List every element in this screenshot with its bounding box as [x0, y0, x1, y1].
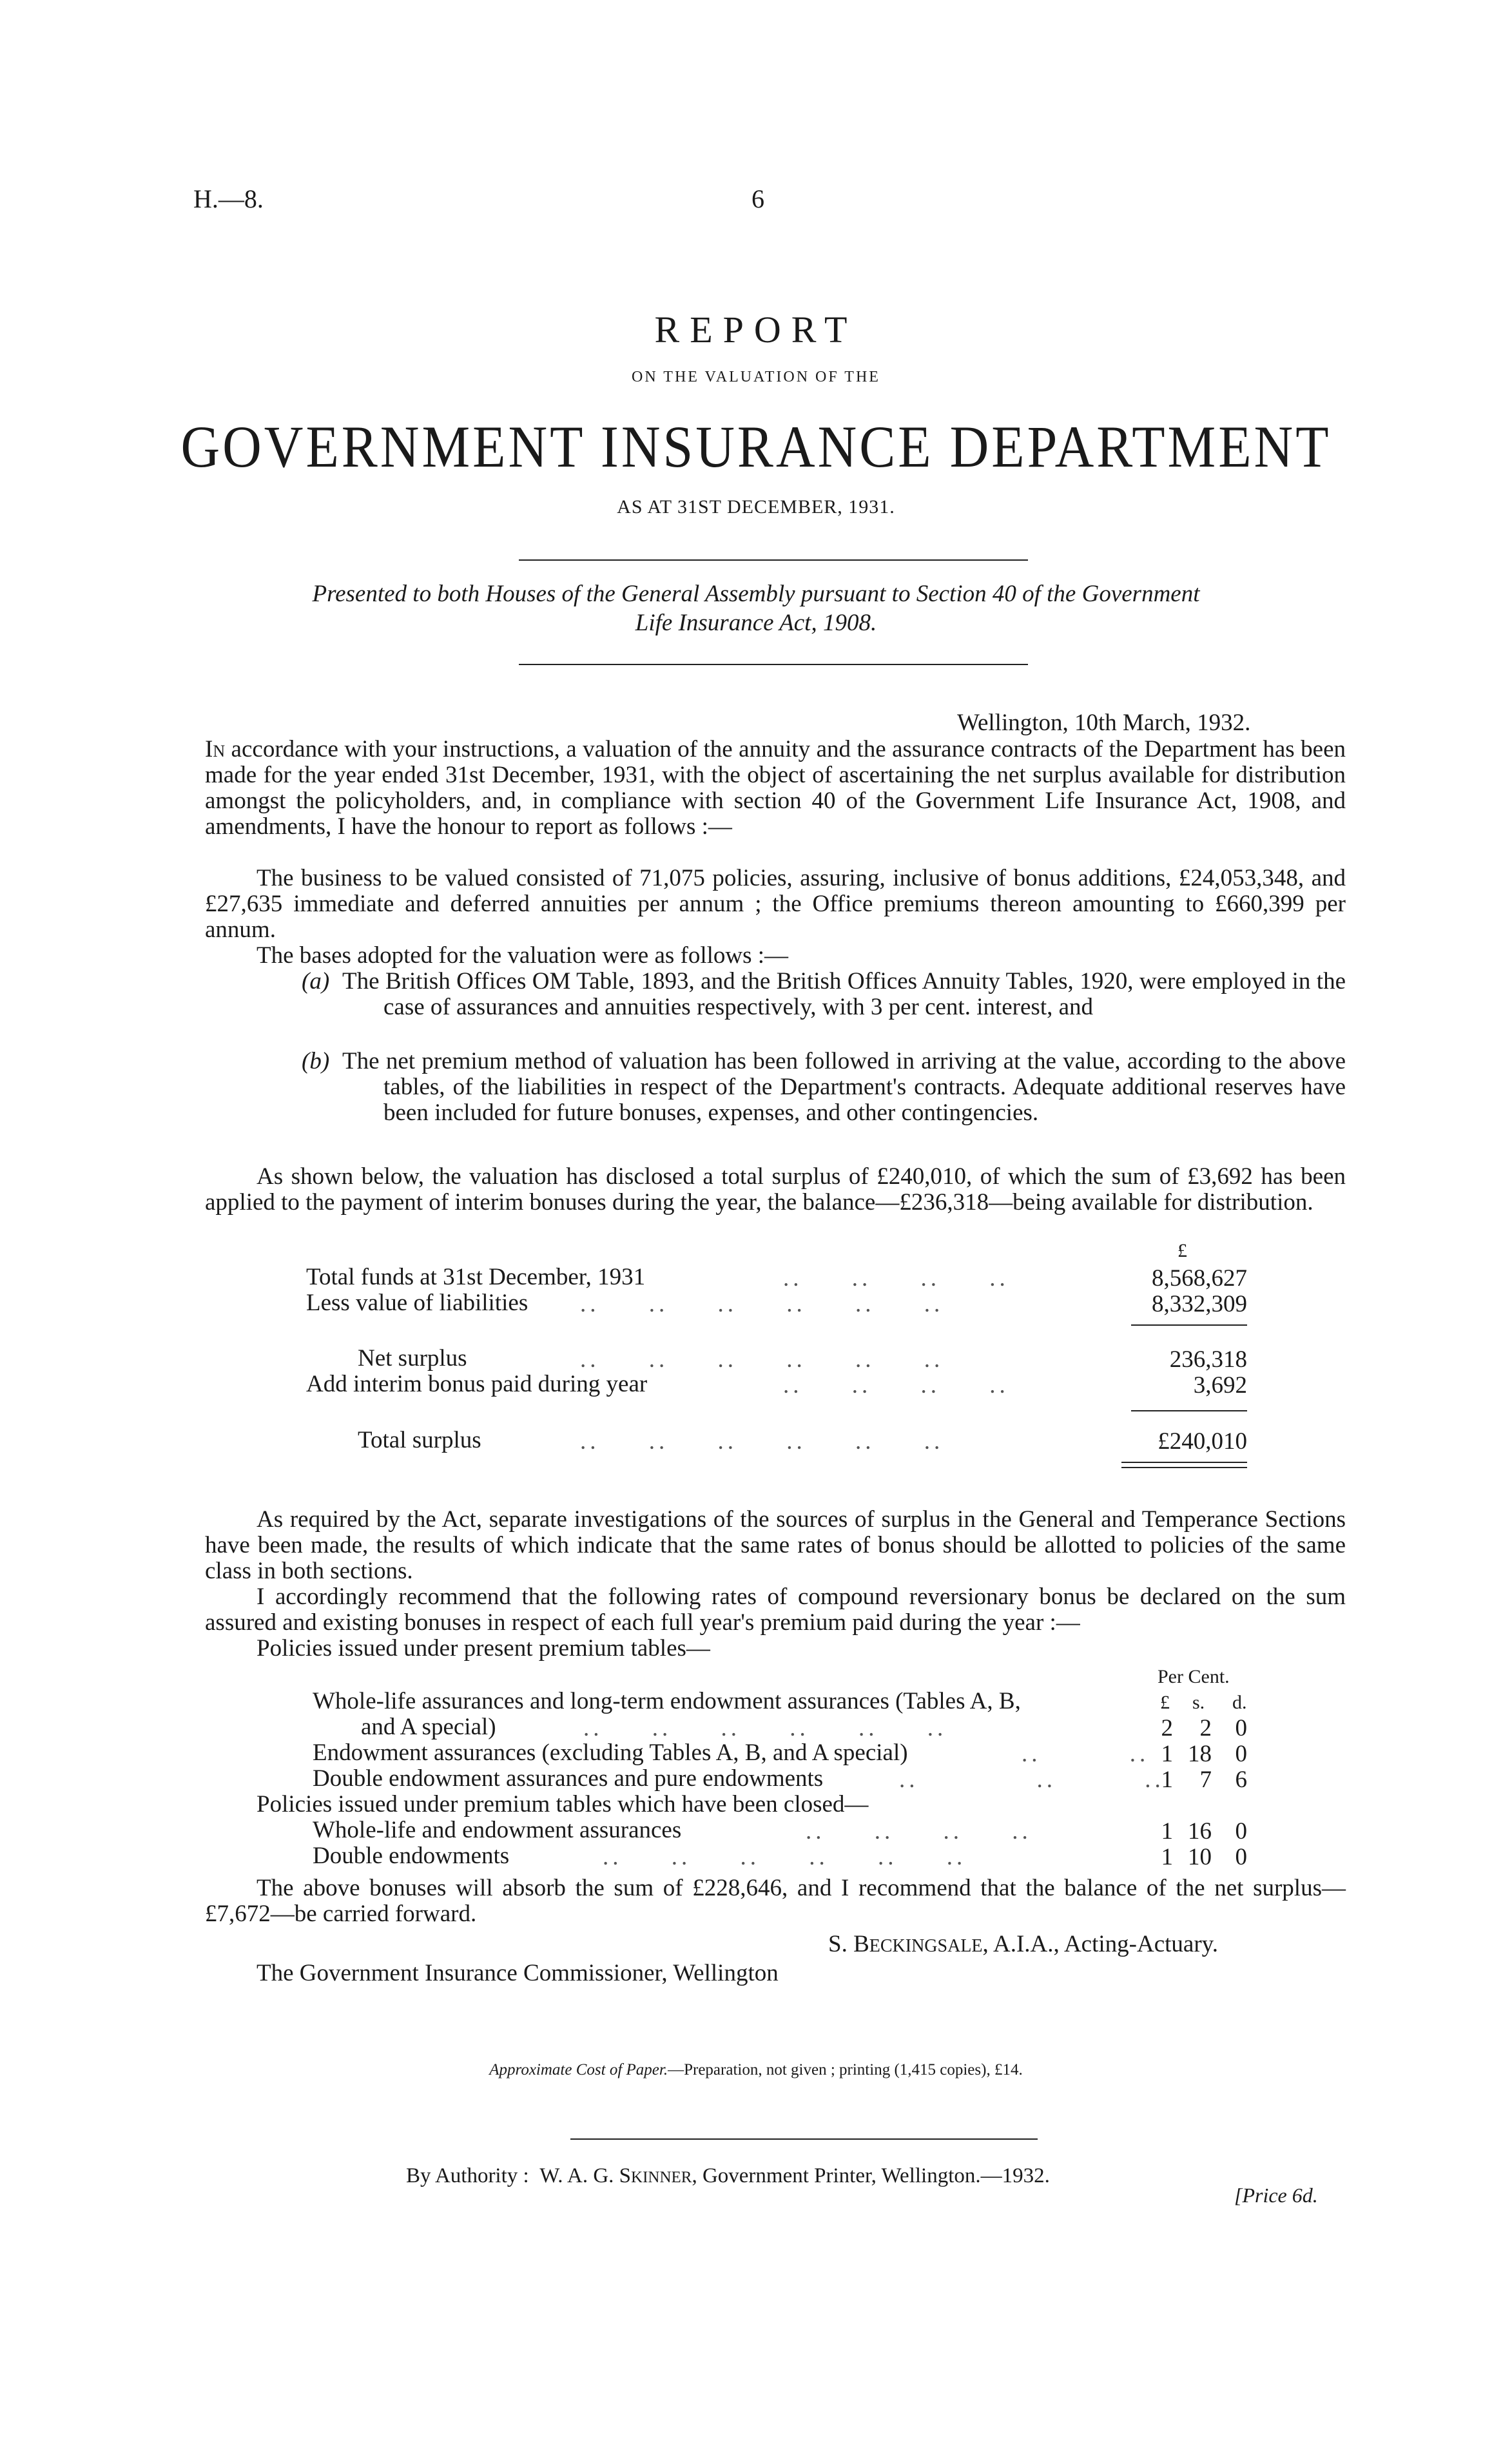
leader-dots: .. .. .. .. .. .. — [603, 1844, 967, 1870]
place-date: Wellington, 10th March, 1932. — [957, 710, 1251, 736]
paragraph-5: As required by the Act, separate investigations of the sources of surplus in the General and Temperance Sections have been made, the results of which indicate that the same rates of bonus should be allotted to policies of the same class in both sections. — [205, 1506, 1346, 1584]
paper-cost-text: —Preparation, not given ; printing (1,415 copies), £14. — [668, 2061, 1023, 2079]
bonus-row-label: Double endowment assurances and pure endowments — [313, 1765, 824, 1792]
bonus-pence: 0 — [1235, 1715, 1247, 1741]
table-row — [358, 1346, 467, 1371]
printer-initials: W. A. G. S — [539, 2164, 632, 2187]
item-b-text: The net premium method of valuation has been followed in arriving at the value, according to the above tables, of the liabilities in respect of the Department's contracts. Adequate additional reserves have been included for future bonuses, expenses, and other contingencies. — [342, 1048, 1346, 1126]
row-value: 8,332,309 — [1152, 1291, 1247, 1317]
price: [Price 6d. — [1234, 2184, 1318, 2207]
leader-dots: .. .. .. — [899, 1767, 1165, 1793]
row-label: Add interim bonus paid during year — [306, 1371, 648, 1397]
printer-surname: KINNER — [631, 2169, 692, 2186]
currency-header: £ — [1178, 1240, 1187, 1261]
unit-shillings: s. — [1192, 1692, 1205, 1713]
presented-line-1: Presented to both Houses of the General Assembly pursuant to Section 40 of the Government — [312, 581, 1200, 607]
divider-2 — [519, 664, 1028, 665]
paragraph-6: I accordingly recommend that the following rates of compound reversionary bonus be declared on the sum assured and existing bonuses in respect of each full year's premium paid during the year :— — [205, 1584, 1346, 1636]
department-title: GOVERNMENT INSURANCE DEPARTMENT — [180, 414, 1332, 480]
bonus-pounds: 1 — [1161, 1767, 1173, 1793]
bonus-pence: 0 — [1235, 1818, 1247, 1845]
bonus-pence: 0 — [1235, 1741, 1247, 1767]
closed-tables-heading: Policies issued under premium tables which have been closed— — [257, 1791, 869, 1817]
footer-rule — [570, 2138, 1038, 2140]
as-at-date: AS AT 31ST DECEMBER, 1931. — [617, 496, 895, 518]
printer-tail: , Government Printer, Wellington.—1932. — [692, 2164, 1050, 2187]
signature-credentials: , A.I.A., Acting-Actuary. — [982, 1931, 1218, 1957]
paragraph-3: The bases adopted for the valuation were as follows :— — [257, 942, 789, 969]
per-cent-header: Per Cent. — [1158, 1666, 1230, 1687]
report-title: REPORT — [654, 309, 858, 351]
leader-dots: .. .. .. .. — [783, 1265, 1009, 1292]
paragraph-1-lead: In — [205, 736, 226, 762]
table-row — [306, 1290, 528, 1316]
item-a-text: The British Offices OM Table, 1893, and the British Offices Annuity Tables, 1920, were employed in the case of assurances and annuities respectively, with 3 per cent. interest, and — [342, 968, 1346, 1020]
leader-dots: .. .. .. .. .. .. — [580, 1346, 944, 1373]
leader-dots: .. .. — [1022, 1741, 1150, 1767]
item-b-label: (b) — [302, 1048, 330, 1074]
bonus-shillings: 18 — [1188, 1741, 1212, 1767]
bonus-shillings: 16 — [1188, 1818, 1212, 1845]
bonus-shillings: 2 — [1199, 1715, 1212, 1741]
total-double-rule-1 — [1121, 1462, 1247, 1463]
authority-line — [406, 2164, 1050, 2188]
bonus-pounds: 1 — [1161, 1741, 1173, 1767]
signature — [828, 1930, 1218, 1958]
bonus-pounds: 2 — [1161, 1715, 1173, 1741]
bonus-pounds: 1 — [1161, 1844, 1173, 1870]
table-row — [358, 1428, 481, 1453]
addressee: The Government Insurance Commissioner, Wellington — [257, 1960, 779, 1986]
row-label: Total surplus — [358, 1427, 481, 1453]
subtotal-rule — [1131, 1410, 1247, 1411]
paragraph-2: The business to be valued consisted of 71,075 policies, assuring, inclusive of bonus additions, £24,053,348, and £27,635 immediate and deferred annuities per annum ; the Office premiums thereon amounting to £660,399 per annum. — [205, 865, 1346, 943]
bonus-shillings: 7 — [1199, 1767, 1212, 1793]
leader-dots: .. .. .. .. — [783, 1372, 1009, 1399]
leader-dots: .. .. .. .. .. .. — [583, 1715, 947, 1741]
subtotal-rule — [1131, 1324, 1247, 1326]
signature-initial: S. B — [828, 1931, 869, 1957]
bonus-row-label: Whole-life assurances and long-term endowment assurances (Tables A, B, — [313, 1688, 1021, 1714]
paper-cost-label: Approximate Cost of Paper. — [489, 2061, 668, 2079]
on-the-valuation: ON THE VALUATION OF THE — [632, 369, 880, 385]
paragraph-4: As shown below, the valuation has disclosed a total surplus of £240,010, of which the sum of £3,692 has been applied to the payment of interim bonuses during the year, the balance—£236,318—being available for distribution. — [205, 1163, 1346, 1216]
row-label: Net surplus — [358, 1345, 467, 1371]
bonus-row-label: Whole-life and endowment assurances — [313, 1817, 682, 1843]
bonus-pence: 0 — [1235, 1844, 1247, 1870]
bonus-row-label: Endowment assurances (excluding Tables A, B, and A special) — [313, 1739, 908, 1766]
paper-cost — [0, 2061, 1512, 2079]
table-row — [306, 1265, 645, 1290]
row-value: 236,318 — [1169, 1346, 1247, 1373]
row-label: Less value of liabilities — [306, 1290, 528, 1316]
authority-label: By Authority : — [406, 2164, 529, 2187]
total-double-rule-2 — [1121, 1467, 1247, 1468]
item-a-label: (a) — [302, 968, 330, 994]
paragraph-1-text: accordance with your instructions, a valuation of the annuity and the assurance contracts of the Department has been made for the year ended 31st December, 1931, with the object of ascertaining the net surplus available for distribution amongst the policyholders, and, in compliance with section 40 of the Government Life Insurance Act, 1908, and amendments, I have the honour to report as follows :— — [205, 736, 1346, 840]
present-tables-heading: Policies issued under present premium tables— — [257, 1635, 710, 1662]
leader-dots: .. .. .. .. — [806, 1818, 1032, 1845]
paragraph-7: The above bonuses will absorb the sum of £228,646, and I recommend that the balance of the net surplus—£7,672—be carried forward. — [205, 1875, 1346, 1927]
table-row — [306, 1371, 647, 1397]
bonus-pence: 6 — [1235, 1767, 1247, 1793]
leader-dots: .. .. .. .. .. .. — [580, 1291, 944, 1317]
bonus-pounds: 1 — [1161, 1818, 1173, 1845]
unit-pounds: £ — [1160, 1692, 1170, 1713]
presented-line-2: Life Insurance Act, 1908. — [635, 610, 877, 636]
leader-dots: .. .. .. .. .. .. — [580, 1428, 944, 1455]
page-number: 6 — [751, 184, 764, 213]
row-value: £240,010 — [1158, 1428, 1247, 1455]
header-ref: H.—8. — [193, 184, 264, 213]
row-label: Total funds at 31st December, 1931 — [306, 1264, 646, 1290]
bonus-row-label: Double endowments — [313, 1843, 510, 1869]
paragraph-1 — [205, 737, 1346, 840]
row-value: 8,568,627 — [1152, 1265, 1247, 1292]
bonus-shillings: 10 — [1188, 1844, 1212, 1870]
signature-surname: ECKINGSALE — [869, 1936, 983, 1956]
bonus-row-label-continued: and A special) — [361, 1714, 496, 1740]
unit-pence: d. — [1232, 1692, 1247, 1713]
row-value: 3,692 — [1193, 1372, 1247, 1399]
divider-1 — [519, 559, 1028, 561]
